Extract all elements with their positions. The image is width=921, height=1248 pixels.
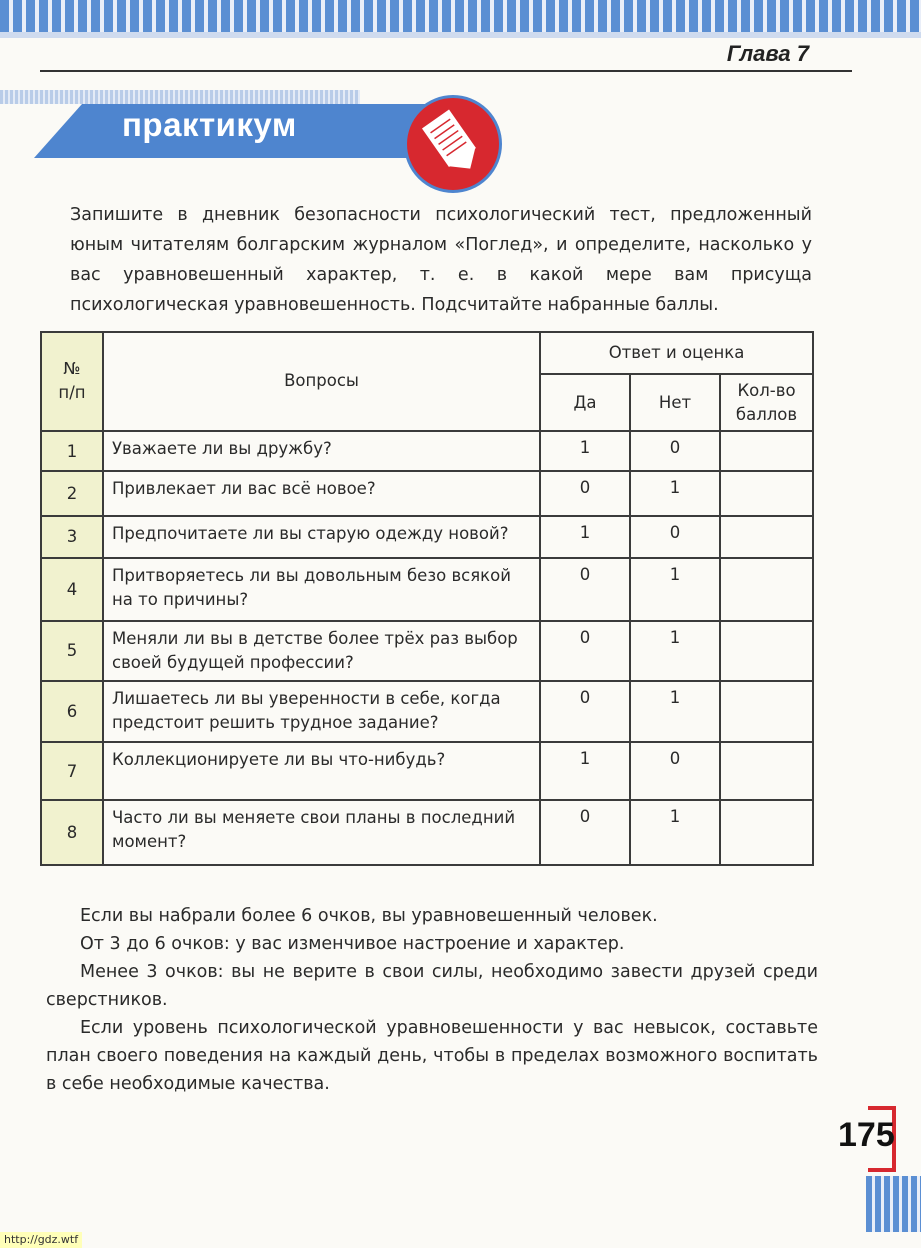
row-no-value: 1 bbox=[630, 681, 720, 742]
row-points-cell[interactable] bbox=[720, 516, 813, 558]
row-yes-value: 1 bbox=[540, 742, 630, 801]
row-no-value: 0 bbox=[630, 742, 720, 801]
table-row bbox=[41, 621, 813, 682]
row-number: 1 bbox=[41, 431, 103, 471]
bottom-decorative-stripe bbox=[866, 1176, 921, 1232]
chapter-label: Глава 7 bbox=[726, 41, 809, 66]
row-number: 4 bbox=[41, 558, 103, 621]
row-question: Притворяетесь ли вы довольным безо всякой на то причины? bbox=[103, 558, 540, 621]
row-points-cell[interactable] bbox=[720, 742, 813, 801]
intro-paragraph: Запишите в дневник безопасности психологический тест, предложенный юным читателям болгарским журналом «Поглед», и определите, насколько у вас уравновешенный характер, т. е. в какой мере вам присуща психологическая уравновешенность. Подсчитайте набранные баллы. bbox=[70, 205, 812, 315]
row-question: Уважаете ли вы дружбу? bbox=[103, 431, 540, 471]
banner-band bbox=[0, 90, 360, 104]
row-points-cell[interactable] bbox=[720, 681, 813, 742]
row-points-cell[interactable] bbox=[720, 800, 813, 865]
row-question: Лишаетесь ли вы уверенности в себе, когда предстоит решить трудное задание? bbox=[103, 681, 540, 742]
conclusion-block bbox=[46, 902, 818, 1098]
table-row bbox=[41, 558, 813, 621]
row-number: 5 bbox=[41, 621, 103, 682]
row-yes-value: 0 bbox=[540, 681, 630, 742]
banner-title: практикум bbox=[122, 106, 297, 143]
header-number bbox=[41, 332, 103, 431]
row-question: Предпочитаете ли вы старую одежду новой? bbox=[103, 516, 540, 558]
test-table bbox=[40, 331, 814, 866]
row-question: Меняли ли вы в детстве более трёх раз выбор своей будущей профессии? bbox=[103, 621, 540, 682]
row-number: 3 bbox=[41, 516, 103, 558]
row-points-cell[interactable] bbox=[720, 558, 813, 621]
conclusion-line: Если уровень психологической уравновешенности у вас невысок, составьте план своего поведения на каждый день, чтобы в пределах возможного воспитать в себе необходимые качества. bbox=[46, 1018, 818, 1094]
row-no-value: 1 bbox=[630, 471, 720, 515]
row-no-value: 0 bbox=[630, 516, 720, 558]
row-yes-value: 0 bbox=[540, 800, 630, 865]
row-number: 2 bbox=[41, 471, 103, 515]
row-question: Привлекает ли вас всё новое? bbox=[103, 471, 540, 515]
row-yes-value: 1 bbox=[540, 516, 630, 558]
row-yes-value: 1 bbox=[540, 431, 630, 471]
table-row bbox=[41, 431, 813, 471]
watermark-link[interactable]: http://gdz.wtf bbox=[0, 1232, 82, 1248]
row-number: 8 bbox=[41, 800, 103, 865]
row-yes-value: 0 bbox=[540, 471, 630, 515]
table-row bbox=[41, 516, 813, 558]
conclusion-line: Если вы набрали более 6 очков, вы уравновешенный человек. bbox=[80, 906, 658, 926]
row-question: Коллекционируете ли вы что-нибудь? bbox=[103, 742, 540, 801]
page-number: 175 bbox=[838, 1116, 895, 1154]
top-decorative-stripe bbox=[0, 0, 921, 38]
row-yes-value: 0 bbox=[540, 558, 630, 621]
table-row bbox=[41, 742, 813, 801]
row-yes-value: 0 bbox=[540, 621, 630, 682]
header-points: Кол-во баллов bbox=[720, 374, 813, 431]
header-rule bbox=[40, 70, 852, 72]
pencil-notepad-icon bbox=[404, 95, 502, 193]
conclusion-line: От 3 до 6 очков: у вас изменчивое настроение и характер. bbox=[80, 934, 625, 954]
conclusion-line: Менее 3 очков: вы не верите в свои силы, необходимо завести друзей среди сверстников. bbox=[46, 962, 818, 1010]
header-no: Нет bbox=[630, 374, 720, 431]
header-questions: Вопросы bbox=[103, 332, 540, 431]
row-no-value: 1 bbox=[630, 621, 720, 682]
row-number: 6 bbox=[41, 681, 103, 742]
row-points-cell[interactable] bbox=[720, 621, 813, 682]
table-row bbox=[41, 800, 813, 865]
table-row bbox=[41, 471, 813, 515]
row-points-cell[interactable] bbox=[720, 431, 813, 471]
row-number: 7 bbox=[41, 742, 103, 801]
header-answer-group: Ответ и оценка bbox=[540, 332, 813, 374]
row-no-value: 0 bbox=[630, 431, 720, 471]
row-question: Часто ли вы меняете свои планы в последний момент? bbox=[103, 800, 540, 865]
row-points-cell[interactable] bbox=[720, 471, 813, 515]
header-number-label: № п/п bbox=[58, 359, 86, 403]
row-no-value: 1 bbox=[630, 800, 720, 865]
row-no-value: 1 bbox=[630, 558, 720, 621]
header-yes: Да bbox=[540, 374, 630, 431]
table-row bbox=[41, 681, 813, 742]
